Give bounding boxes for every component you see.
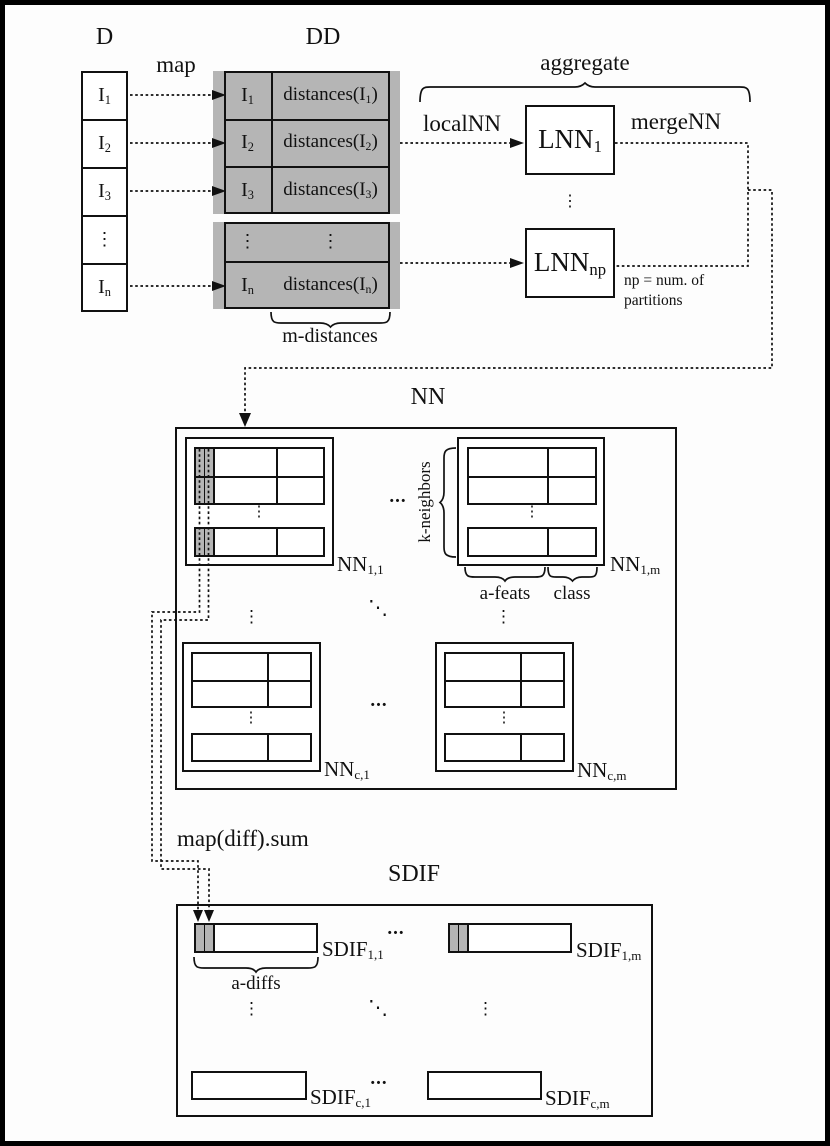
- d-item-3: $I_3$: [98, 180, 111, 203]
- nn11-rows-top: [194, 447, 325, 505]
- sdif11-bar: [194, 923, 318, 953]
- nn11-row-dots: ⋮: [251, 504, 267, 520]
- dd-key-dots: ⋮: [238, 231, 257, 251]
- sdif1m-label: $SDIF_{1,m}$: [576, 938, 642, 963]
- nn-diag-dots: ⋱: [368, 597, 388, 619]
- k-neighbors-label: k-neighbors: [415, 461, 434, 543]
- mergenn-line: [615, 143, 748, 266]
- divider: [226, 166, 388, 168]
- dd-title: DD: [305, 24, 341, 50]
- local-nn-label: localNN: [423, 111, 501, 136]
- nn-right-vdots: ⋮: [495, 607, 512, 626]
- dd-val-dots: ⋮: [321, 231, 340, 251]
- divider: [83, 215, 126, 217]
- dd-val-n: $distances(I_n)$: [283, 274, 378, 296]
- sdifcm-label: $SDIF_{c,m}$: [545, 1086, 610, 1111]
- nnc1-label: $NN_{c,1}$: [324, 757, 370, 782]
- divider: [469, 476, 595, 478]
- nn1m-row-dots: ⋮: [524, 504, 540, 520]
- np-note-line1: np = num. of: [624, 272, 705, 289]
- dd-val-2: $distances(I_2)$: [283, 131, 378, 153]
- dd-key-n: $I_n$: [241, 274, 254, 297]
- lnn1-node-label: $LNN_1$: [538, 124, 602, 156]
- lnn1-node: [525, 105, 615, 175]
- divider: [520, 735, 522, 760]
- gray-cell: [205, 925, 215, 951]
- nncm-rows-top: [444, 652, 565, 708]
- sdif-title: SDIF: [387, 861, 441, 887]
- dd-val-1: $distances(I_1)$: [283, 84, 378, 106]
- divider: [276, 529, 278, 555]
- nn11-label: $NN_{1,1}$: [337, 552, 384, 577]
- np-note-line2: partitions: [624, 292, 683, 309]
- sdif-diag-dots: ⋱: [368, 997, 388, 1019]
- nncm-row-bottom: [444, 733, 565, 762]
- gray-cell: [205, 529, 215, 555]
- dd-key-3: $I_3$: [241, 179, 254, 202]
- map-label: map: [156, 52, 196, 77]
- d-item-2: $I_2$: [98, 132, 111, 155]
- d-title: D: [95, 24, 114, 50]
- m-distances-label: m-distances: [282, 325, 378, 347]
- nn-row2-ellipsis: ...: [370, 690, 388, 711]
- nn-row1-ellipsis: ...: [389, 486, 407, 507]
- nnc1-row-dots: ⋮: [243, 710, 259, 726]
- lnn-vertical-dots: ⋮: [562, 193, 578, 210]
- nn1m-rows-top: [467, 447, 597, 505]
- map-diff-sum-label: map(diff).sum: [177, 826, 309, 851]
- nnc1-row-bottom: [191, 733, 312, 762]
- sdif-left-vdots: ⋮: [243, 999, 260, 1018]
- dd-val-3: $distances(I_3)$: [283, 179, 378, 201]
- gray-cell: [459, 925, 469, 951]
- class-label: class: [553, 583, 591, 604]
- a-diffs-label: a-diffs: [231, 973, 281, 994]
- arrowhead-icon: [510, 138, 524, 148]
- nn1m-label: $NN_{1,m}$: [610, 552, 661, 577]
- divider: [446, 680, 563, 682]
- divider: [83, 119, 126, 121]
- divider: [547, 529, 549, 555]
- divider: [267, 735, 269, 760]
- nn-left-vdots: ⋮: [243, 607, 260, 626]
- aggregate-label: aggregate: [540, 50, 630, 75]
- divider: [83, 263, 126, 265]
- nncm-row-dots: ⋮: [496, 710, 512, 726]
- gray-cell: [196, 529, 205, 555]
- divider: [193, 680, 310, 682]
- sdif-right-vdots: ⋮: [477, 999, 494, 1018]
- nn11-row-bottom: [194, 527, 325, 557]
- nn-title: NN: [410, 384, 446, 410]
- nn1m-row-bottom: [467, 527, 597, 557]
- lnn-np-node: [525, 228, 615, 298]
- sdif-row1-ellipsis: ...: [387, 918, 405, 939]
- arrowhead-icon: [239, 413, 251, 427]
- sdif11-label: $SDIF_{1,1}$: [322, 937, 384, 962]
- sdifc1-label: $SDIF_{c,1}$: [310, 1085, 372, 1110]
- divider: [226, 119, 388, 121]
- aggregate-brace: [420, 83, 750, 102]
- gray-cell: [450, 925, 459, 951]
- divider: [226, 261, 388, 263]
- lnn-np-node-label: $LNN_{np}$: [533, 247, 607, 279]
- arrowhead-icon: [510, 258, 524, 268]
- sdif-row2-ellipsis: ...: [370, 1068, 388, 1089]
- d-item-n: $I_n$: [98, 276, 111, 299]
- sdif1m-bar: [448, 923, 572, 953]
- sdifcm-bar: [427, 1071, 542, 1100]
- divider: [196, 476, 323, 478]
- nnc1-rows-top: [191, 652, 312, 708]
- nncm-label: $NN_{c,m}$: [577, 758, 627, 783]
- d-item-1: $I_1$: [98, 84, 111, 107]
- merge-nn-label: mergeNN: [630, 109, 722, 134]
- dd-key-1: $I_1$: [241, 84, 254, 107]
- a-feats-label: a-feats: [479, 583, 531, 604]
- divider: [83, 167, 126, 169]
- dd-key-2: $I_2$: [241, 131, 254, 154]
- sdifc1-bar: [191, 1071, 307, 1100]
- gray-cell: [196, 925, 205, 951]
- d-item-dots: ⋮: [95, 229, 114, 249]
